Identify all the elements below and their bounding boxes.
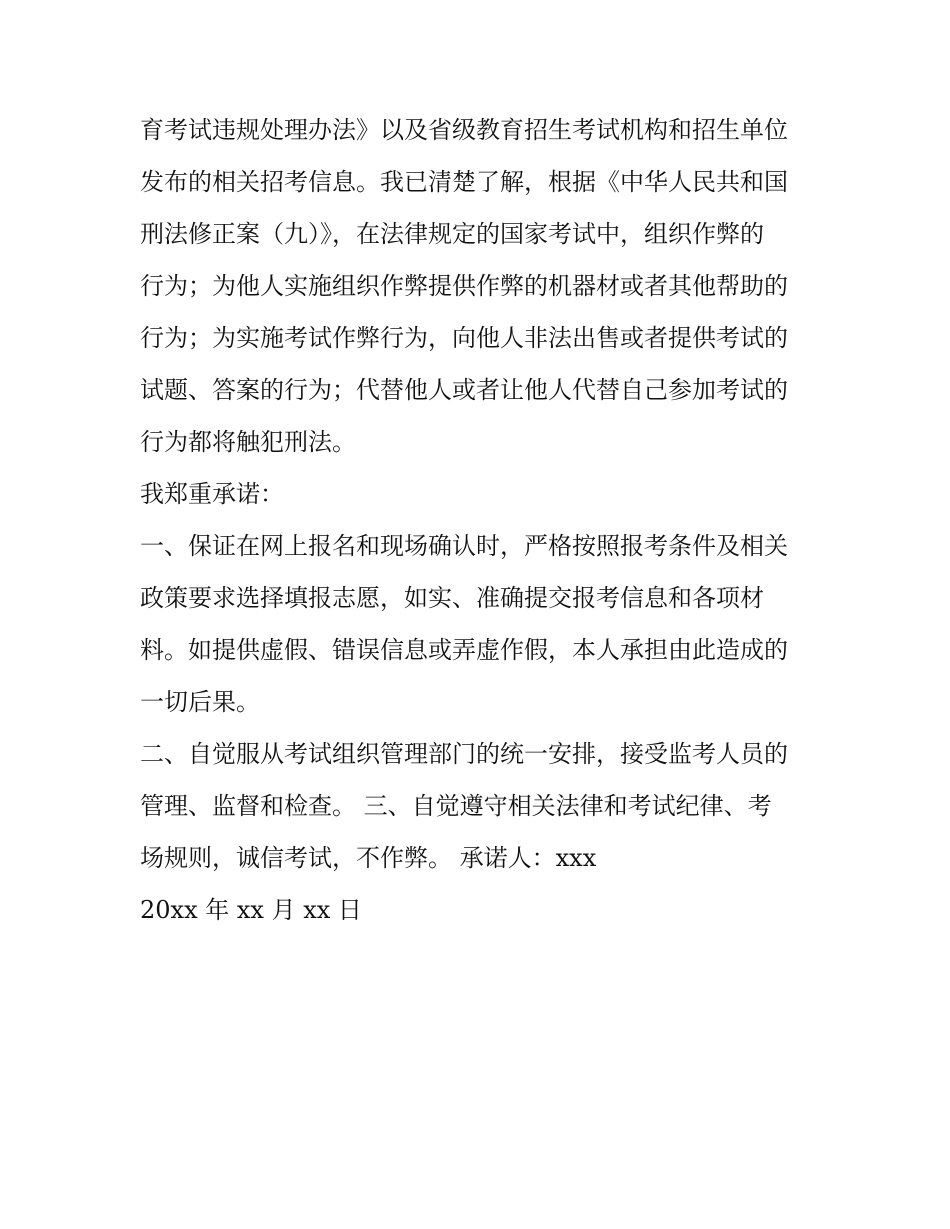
text-line-6: 试题、答案的行为；代替他人或者让他人代替自己参加考试的 [140,376,788,404]
date-line: 20xx 年 xx 月 xx 日 [140,896,362,924]
text-line-1: 育考试违规处理办法》以及省级教育招生考试机构和招生单位 [140,116,788,144]
text-line-7: 行为都将触犯刑法。 [140,428,356,456]
document-body [140,104,820,936]
pledge-heading: 我郑重承诺： [140,480,284,508]
pledge-item-1-line-1: 一、保证在网上报名和现场确认时，严格按照报考条件及相关 [140,532,788,560]
pledge-item-1-line-4: 一切后果。 [140,688,260,716]
pledge-item-1-line-2: 政策要求选择填报志愿，如实、准确提交报考信息和各项材 [140,584,764,612]
text-line-2: 发布的相关招考信息。我已清楚了解，根据《中华人民共和国 [140,168,788,196]
pledge-signature-line: 场规则，诚信考试，不作弊。 承诺人：xxx [140,844,597,872]
text-line-5: 行为；为实施考试作弊行为，向他人非法出售或者提供考试的 [140,324,788,352]
pledge-item-2-line-1: 二、自觉服从考试组织管理部门的统一安排，接受监考人员的 [140,740,788,768]
text-line-4: 行为；为他人实施组织作弊提供作弊的机器材或者其他帮助的 [140,272,788,300]
text-line-3: 刑法修正案（九）》，在法律规定的国家考试中，组织作弊的 [140,220,764,248]
pledge-item-1-line-3: 料。如提供虚假、错误信息或弄虚作假，本人承担由此造成的 [140,636,788,664]
pledge-item-2-line-2: 管理、监督和检查。 三、自觉遵守相关法律和考试纪律、考 [140,792,772,820]
